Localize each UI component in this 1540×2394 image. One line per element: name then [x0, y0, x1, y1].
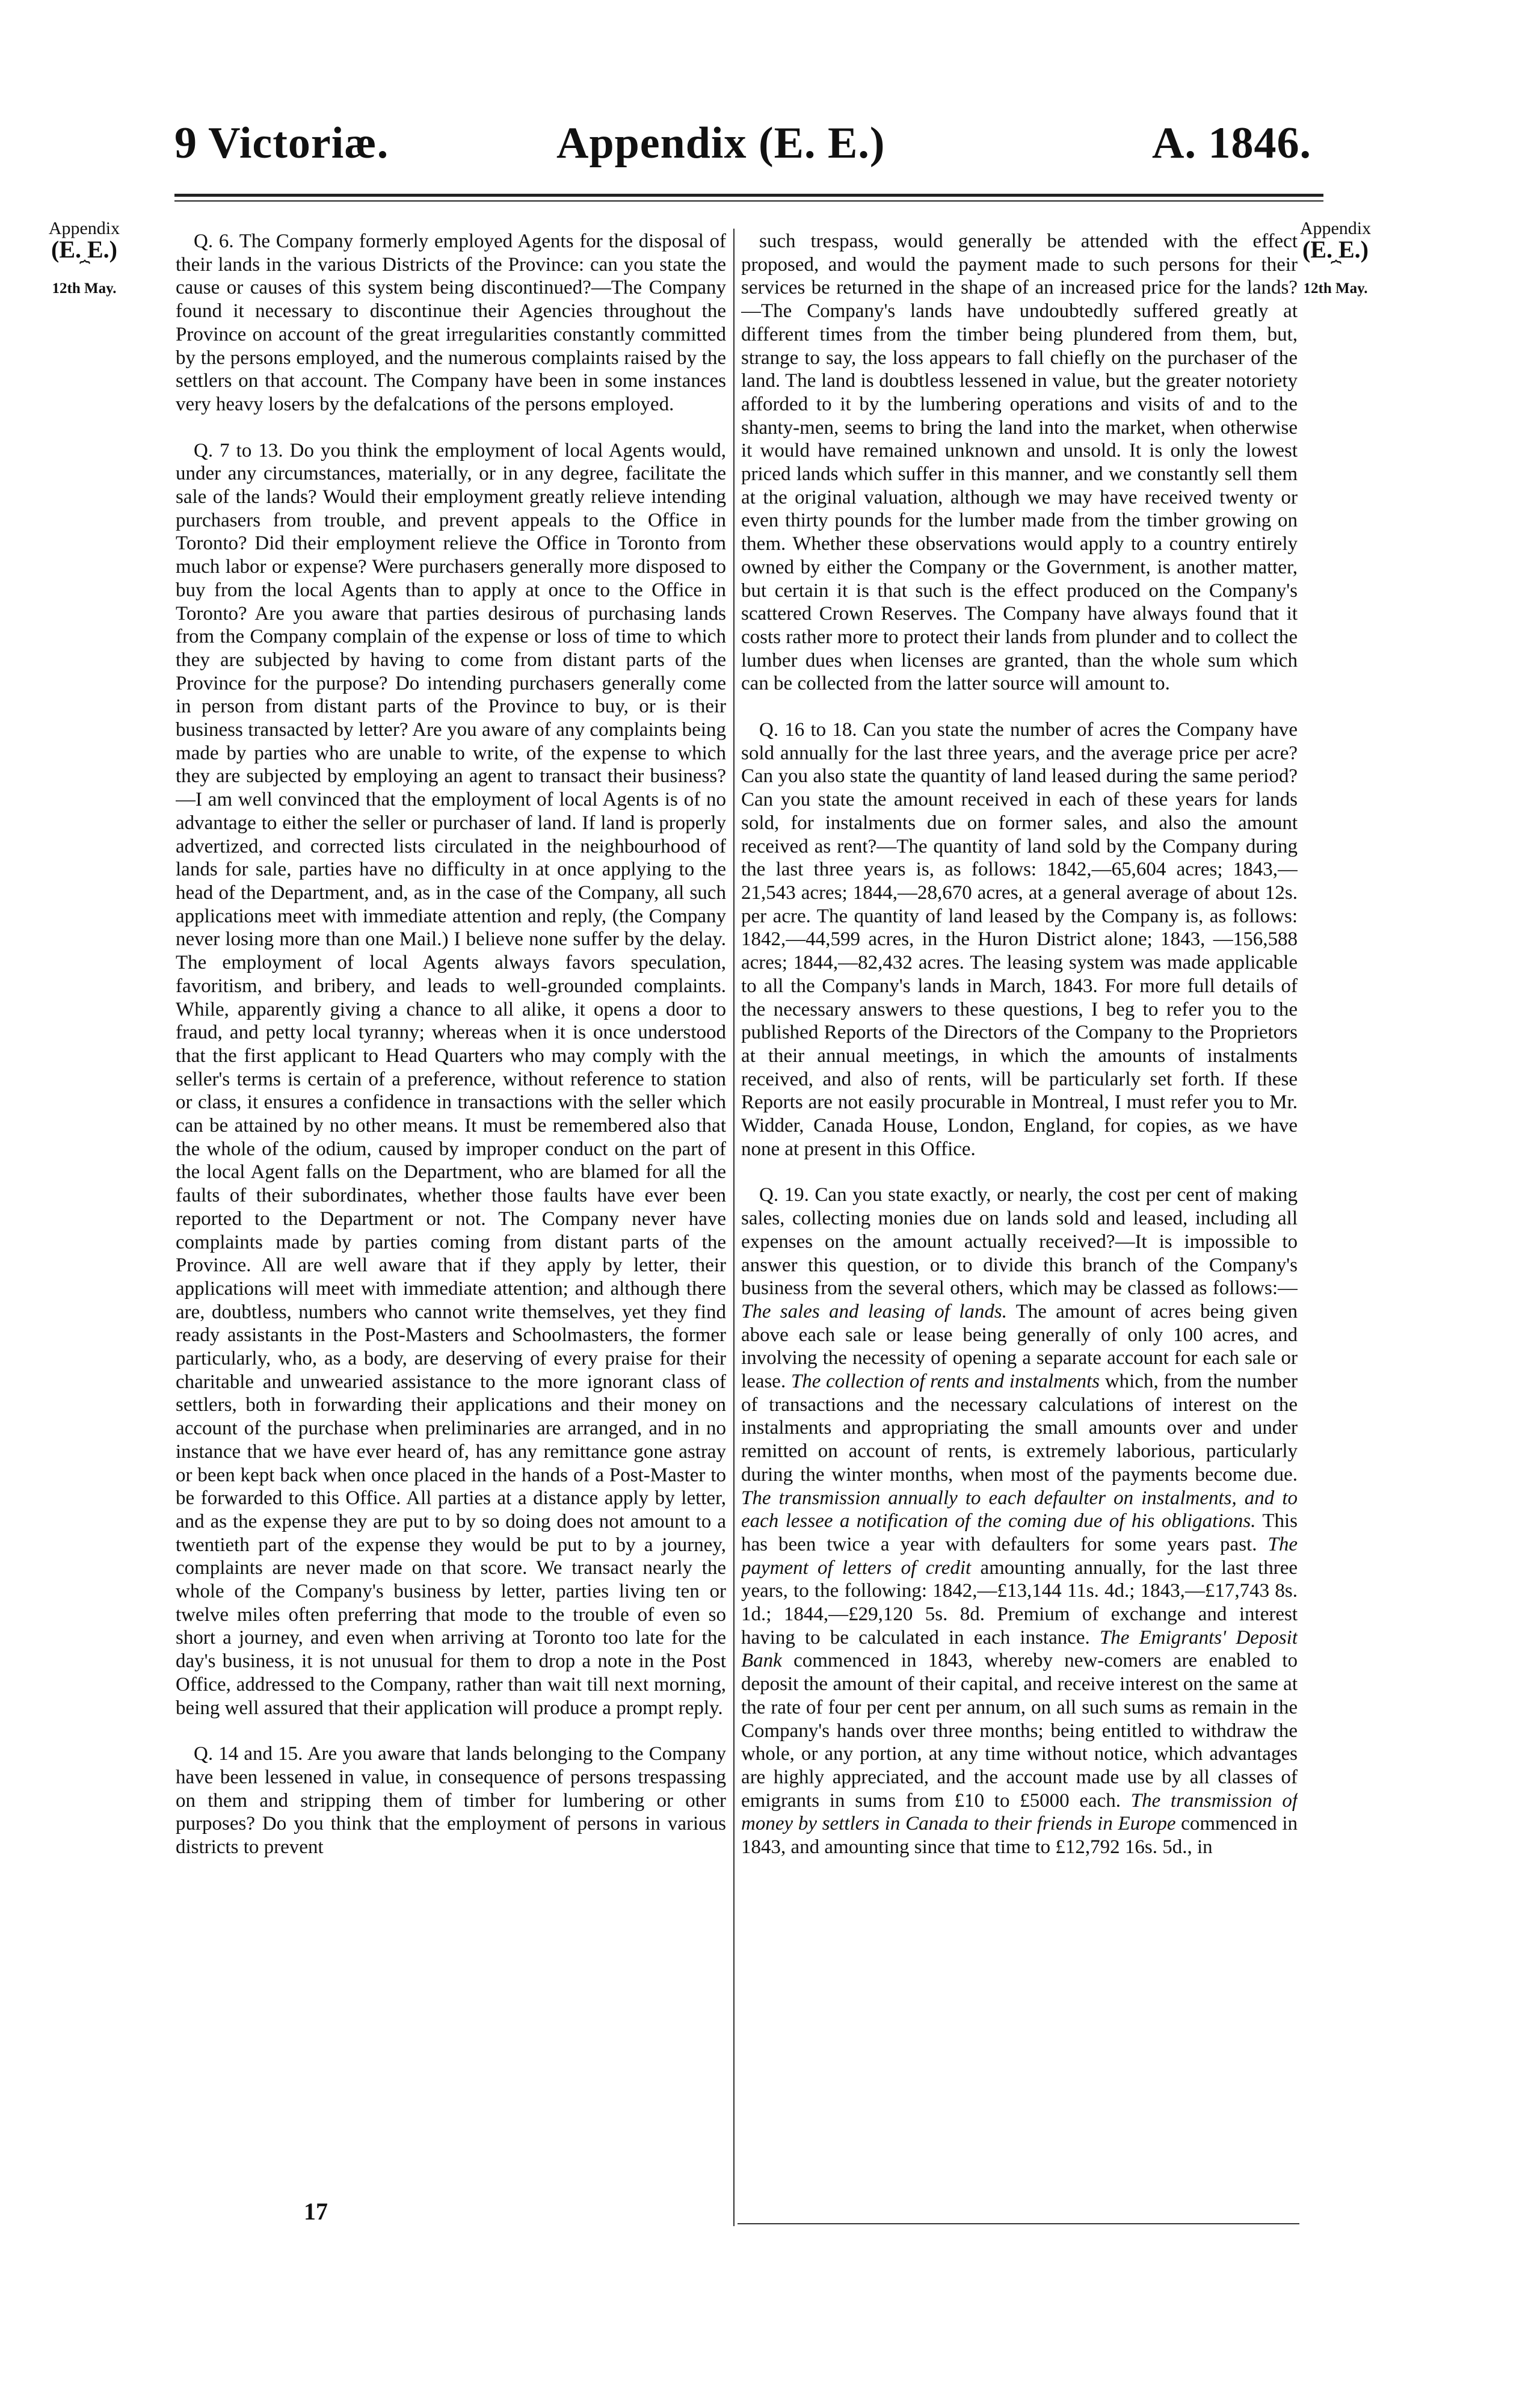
question-7-13-paragraph: Q. 7 to 13. Do you think the employment of local Agents would, under any circumstances, materially, or in any degree, facilitate the sale of the lands? Would their employment greatly relieve intending purchasers from trouble, and prevent appeals to the Office in Toronto? Did their employment relieve the Office in Toronto from much labor or expense? Were purchasers generally more disposed to buy from the local Agents than to apply at once to the Office in Toronto? Are you aware that parties desirous of purchasing lands from the Company complain of the expense or loss of time to which they are subjected by having to come from distant parts of the Province for the purpose? Do intending purchasers generally come in person from distant parts of the Province to buy, or is their business transacted by letter? Are you aware of any complaints being made by parties who are unable to write, of the expense to which they are subjected by employing an agent to transact their business?—I am well convinced that the employment of local Agents is of no advantage to either the seller or purchaser of land. If land is properly advertized, and corrected lists circulated in the neighbourhood of lands for sale, parties have no difficulty in at once applying to the head of the Department, and, as in the case of the Company, all such applications meet with immediate attention and reply, (the Company never losing more than one Mail.) I believe none suffer by the delay. The employment of local Agents always favors speculation, favoritism, and bribery, and leads to well-grounded complaints. While, apparently giving a chance to all alike, it opens a door to fraud, and petty local tyranny; whereas when it is once understood that the first applicant to Head Quarters who may comply with the seller's terms is certain of a preference, without reference to station or class, it ensures a confidence in transactions with the seller which can be attained by no other means. It must be remembered also that the whole of the odium, caused by improper conduct on the part of the local Agent falls on the Department, who are blamed for all the faults of their subordinates, whether those faults have ever been reported to the Department or not. The Company never have complaints made by parties coming from distant parts of the Province. All are well aware that if they apply by letter, their applications will meet with immediate attention; and although there are, doubtless, numbers who cannot write themselves, yet they find ready assistants in the Post-Masters and Schoolmasters, the former particularly, who, as a body, are deserving of every praise for their charitable and unwearied assistance to the more ignorant class of settlers, both in forwarding their applications and their money on account of the purchase when preliminaries are arranged, and in no instance that we have ever heard of, has any remittance gone astray or been kept back when once placed in the hands of a Post-Master to be forwarded to this Office. All parties at a distance apply by letter, and as the expense they are put to by so doing does not amount to a twentieth part of the expense they would be put to by a journey, complaints are never made on that score. We transact nearly the whole of the Company's business by letter, parties living ten or twelve miles often preferring that mode to the trouble of even so short a journey, and even when arriving at Toronto too late for the day's business, it is not unusual for them to drop a note in the Post Office, addressed to the Company, rather than wait till next morning, being well assured that their application will produce a prompt reply.: [176, 439, 726, 1719]
question-16-18-paragraph: Q. 16 to 18. Can you state the number of acres the Company have sold annually for the last three years, and the average price per acre? Can you also state the quantity of land leased during the same period? Can you state the amount received in each of these years for lands sold, for instalments due on former sales, and also the amount received as rent?—The quantity of land sold by the Company during the last three years is, as follows: 1842,—65,604 acres; 1843,—21,543 acres; 1844,—28,670 acres, at a general average of about 12s. per acre. The quantity of land leased by the Company is, as follows: 1842,—44,599 acres, in the Huron District alone; 1843, —156,588 acres; 1844,—82,432 acres. The leasing system was made applicable to all the Company's lands in March, 1843. For more full details of the necessary answers to these questions, I beg to refer you to the published Reports of the Directors of the Company to the Proprietors at their annual meetings, in which the amounts of instalments received, and also of rents, will be particularly set forth. If these Reports are not easily procurable in Montreal, I must refer you to Mr. Widder, Canada House, London, England, for copies, as we have none at present in this Office.: [741, 719, 1298, 1160]
q19-heading-transmission: The transmission annually to each defaulter on instalments, and to each lessee a notification of the coming due of his obligations.: [741, 1487, 1298, 1532]
q19-heading-letters-of-credit: The payment of letters of credit: [741, 1533, 1298, 1579]
q19-text-d: This has been twice a year with defaulters for some years past.: [741, 1510, 1298, 1555]
header-year: A. 1846.: [1152, 119, 1311, 168]
q19-text-e: amounting annually, for the last three years, to the following: 1842,—£13,144 11s. 4d.; 1843,—£17,743 8s. 1d.; 1844,—£29,120 5s. 8d. Premium of exchange and interest having to be calculated in each instance.: [741, 1556, 1298, 1649]
header-session: 9 Victoriæ.: [174, 119, 389, 168]
q19-text-b: The amount of acres being given above each sale or lease being generally of only 100 acres, and involving the necessity of opening a separate account for each sale or lease.: [741, 1300, 1298, 1393]
question-6-paragraph: Q. 6. The Company formerly employed Agents for the disposal of their lands in the various Districts of the Province: can you state the cause or causes of this system being discontinued?—The Company found it necessary to discontinue their Agencies throughout the Province on account of the great irregularities constantly committed by the persons employed, and the numerous complaints raised by the settlers on that account. The Company have been in some instances very heavy losers by the defalcations of the persons employed.: [176, 230, 726, 415]
answer-14-15-continuation: such trespass, would generally be attended with the effect proposed, and would the payment made to such persons for their services be returned in the shape of an increased price for the lands?—The Company's lands have undoubtedly suffered greatly at different times from the timber being plundered from them, but, strange to say, the loss appears to fall chiefly on the purchaser of the land. The land is doubtless lessened in value, but the greater notoriety afforded to it by the lumbering operations and visits of and to the shanty-men, seems to bring the land into the market, when otherwise it would have remained unknown and unsold. It is only the lowest priced lands which suffer in this manner, and we constantly sell them at the original valuation, although we may have received twenty or even thirty pounds for the lumber made from the timber growing on them. Whether these observations would apply to a country entirely owned by either the Company or the Government, is another matter, but certain it is that such is the effect produced on the Company's scattered Crown Reserves. The Company have always found that it costs rather more to protect their lands from plunder and to collect the lumber dues when licenses are granted, than the whole sum which can be collected from the latter source will amount to.: [741, 230, 1298, 695]
header-appendix: Appendix (E. E.): [556, 119, 886, 168]
margin-note-date: 12th May.: [52, 280, 117, 297]
header-rule-thin: [174, 200, 1323, 202]
q19-text-a: Q. 19. Can you state exactly, or nearly, the cost per cent of making sales, collecting monies due on lands sold and leased, including all expenses on the amount actually received?—It is impossible to answer this question, or to divide this branch of the Company's business from the several others, which may be classed as follows:—: [741, 1184, 1298, 1300]
q19-text-f: commenced in 1843, whereby new-comers are enabled to deposit the amount of their capital, and receive interest on the same at the rate of four per cent per annum, on all such sums as remain in the Company's hands over three months; being entitled to withdraw the whole, or any portion, at any time without notice, which advantages are highly appreciated, and the account made use by all classes of emigrants in sums from £10 to £5000 each.: [741, 1650, 1298, 1812]
q19-text-g: commenced in 1843, and amounting since that time to £12,792 16s. 5d., in: [741, 1813, 1298, 1859]
question-19-paragraph: [741, 1183, 1298, 1859]
right-column: [741, 230, 1298, 2209]
question-14-15-paragraph: Q. 14 and 15. Are you aware that lands belonging to the Company have been lessened in value, in consequence of persons trespassing on them and stripping them of timber for lumbering or other purposes? Do you think that the employment of persons in various districts to prevent: [176, 1743, 726, 1859]
q19-heading-deposit-bank: The Emigrants' Deposit Bank: [741, 1626, 1298, 1672]
margin-note-date: 12th May.: [1303, 280, 1368, 297]
margin-note-appendix: (E. E.): [51, 236, 117, 263]
page-number: 17: [304, 2198, 328, 2225]
column-divider: [733, 229, 735, 2226]
q19-heading-sales: The sales and leasing of lands.: [741, 1300, 1007, 1322]
margin-note-appendix: (E. E.): [1302, 236, 1369, 263]
left-margin-note: [24, 220, 144, 296]
margin-note-title: Appendix: [48, 218, 120, 238]
footer-rule: [738, 2223, 1299, 2224]
brace-icon: ⏞: [79, 261, 89, 280]
q19-heading-money-transmission: The transmission of money by settlers in Canada to their friends in Europe: [741, 1789, 1298, 1835]
q19-heading-collection: The collection of rents and instalments: [790, 1371, 1100, 1393]
brace-icon: ⏞: [1331, 261, 1340, 280]
header-rule-thick: [174, 194, 1323, 197]
q19-text-c: which, from the number of transactions and the necessary calculations of interest on the instalments and appropriating the small amounts over and under remitted on account of rents, is extremely laborious, particularly during the winter months, when most of the payments become due.: [741, 1371, 1298, 1485]
margin-note-title: Appendix: [1299, 218, 1372, 238]
left-column: [176, 230, 726, 2209]
